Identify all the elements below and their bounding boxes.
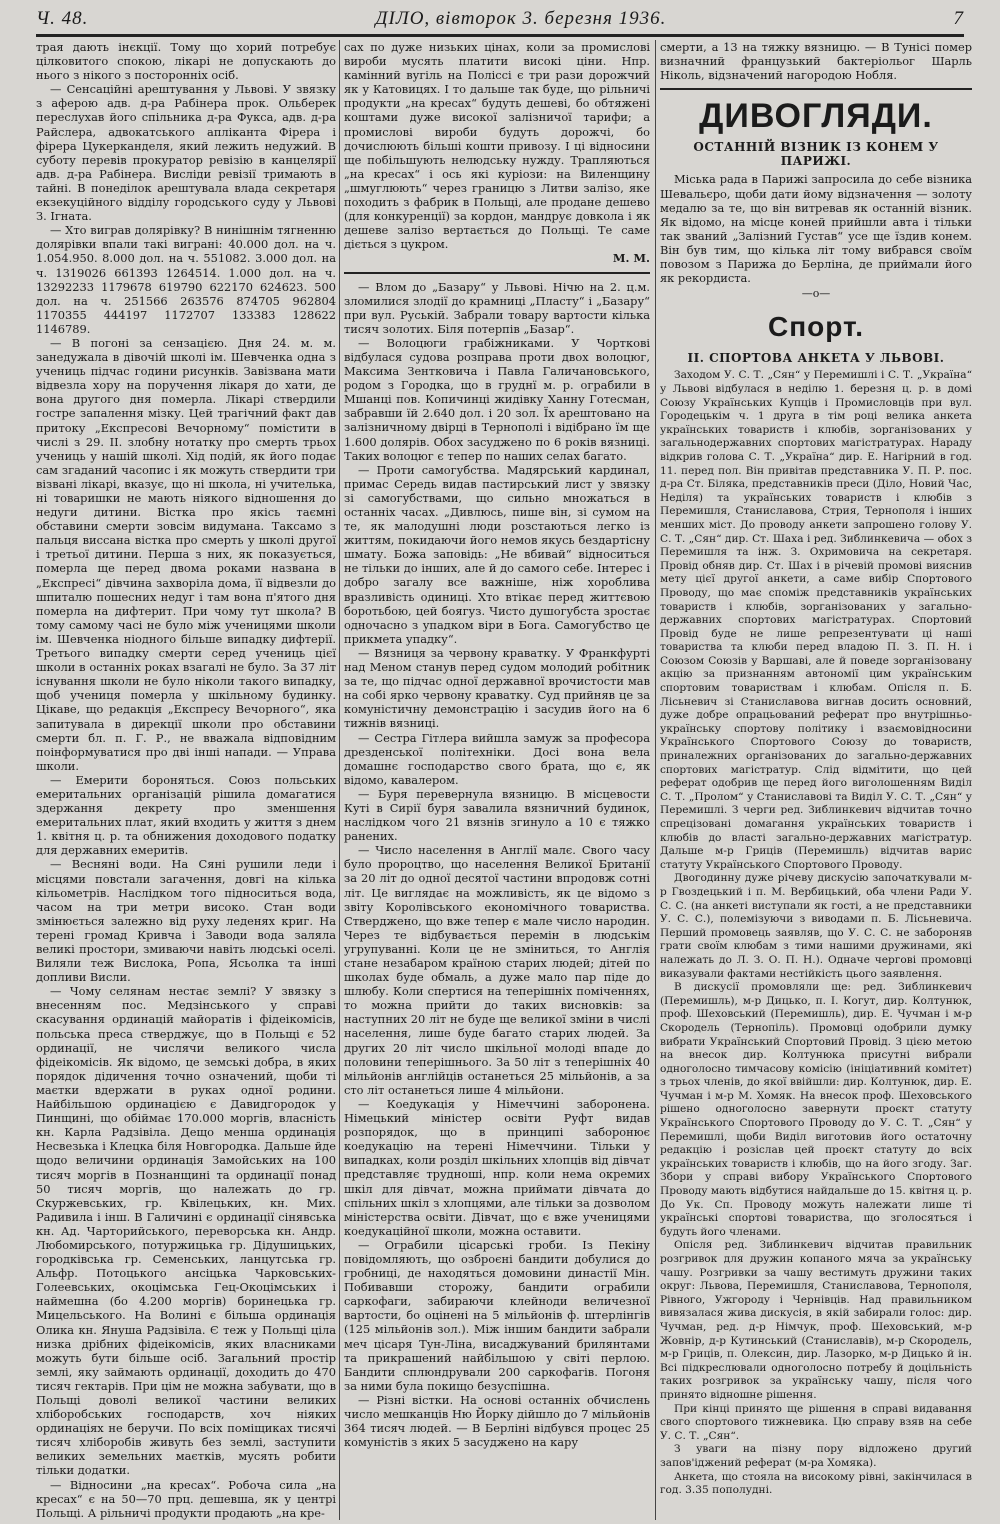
sport-paragraph: Заходом У. С. Т. „Сян“ у Перемишлі і С. Т. „Україна“ у Львові відбулася в неділю 1. березня ц. р. в домі Союзу Українських Купців і Промисловців при вул. Городецькім ч. 1 друга в тім році велика анкета українських товариств і клюбів, зорганізованих у загальнодержавних спортових магістратурах. Нараду відкрив голова С. Т. „Україна“ дир. Е. Нагірний в год. 11. перед пол. Він привітав представника У. П. Р. пос. д-ра Ст. Біляка, представників преси (Діло, Новий Час, Неділя) та українських товариств і клюбів з Перемишля, Станиславова, Стрия, Тернополя і інших менших міст. До проводу анкети запрошено голову У. С. Т. „Сян“ дир. Ст. Шаха і ред. Зиблинкевича — обох з Перемишля та інж. З. Охримовича на секретаря. Провід обняв дир. Ст. Шах і в річевій промові вияснив мету цієї другої анкети, а саме вибір Спортового Проводу, що має споміж представників українських товариств і клюбів, зорганізованих у загально-державних спортових магістратурах. Спортовий Провід буде не лише репрезентувати ці наші товариства та клюби перед владою П. З. П. Н. і Союзом Союзів у Варшаві, але й поведе зорганізовану акцію за признанням автономії цим українським спортовим товариствам і клюбам. Опісля п. Б. Лісьневич зі Станиславова вигнав досить основний, дуже добре опрацьований реферат про внутрішньо-українську спортову політику і взаємовідносини Українського Спортового Союзу до товариств, приналежних організованих до загально-державних спортових магістратур. Слід відмітити, що цей реферат одобрив ще перед його виголошенням Виділ С. Т. „Пролом“ у Станиславові та Виділ У. С. Т. „Сян“ у Перемишлі. З черги ред. Зиблинкевич відчитав точно спрецізовані домагання українських товариств і клюбів до власті загально-державних магістратур. Дальше м-р Гриців (Перемишль) відчитав варис статуту Українського Спортового Проводу. [660,369,972,871]
column-2 [344,40,650,1520]
masthead [36,4,964,37]
article-paragraph: — Весняні води. На Сяні рушили леди і місцями повстали загачення, довгі на кілька кільометрів. Наслідком того підноситься вода, часом на три метри високо. Стан води змінюється залежно від руху леденях криг. На терені громад Кривча і Заводи вода заляла великі простори, змиваючи навіть людські оселі. Виляли теж Вислока, Ропа, Ясьолка та інші допливи Висли. [36,857,336,985]
article-paragraph: — Буря перевернула вязницю. В місцевости Куті в Сирії буря завалила вязничний будинок, наслідком чого 21 вязнів згинуло а 10 є тяжко ранених. [344,786,650,844]
curio-heading: ДИВОГЛЯДИ. [699,97,933,136]
article-paragraph: — В погоні за сензацією. Дня 24. м. м. занедужала в дівочій школі ім. Шевченка одна з учениць підчас години рисунків. Завізвана мати відвезла хору на поручення лікаря до хати, де вона другого дня померла. Лікарі ствердили гостре запалення мізку. Цей трагічний факт дав притоку „Експресові Вечорному“ помістити в числі з 29. ІІ. злобну нотатку про смерть трьох учениць у нашій школі. Хід подій, як його подає сам згаданий часопис і як можуть ствердити три візвані лікарі, вказує, що ні школа, ні учителька, ні товаришки не мають ніякого відношення до недуги дитини. Вістка про якісь таємні обставини смерти зовсім видумана. Таксамо з пальця виссана вістка про смерть у школі другої і третьої дитини. Перша з них, як показується, померла ще перед двома роками названа в „Експресі“ дівчина захворіла дома, її відвезли до шпиталю пошесних недуг і там вона п'ятого дня померла на дифтерит. При чому тут школа? В тому самому часі не було між ученицями школи ім. Шевченка ніодного більше випадку дифтерії. Третього випадку смерти серед учениць цієї школи в останніх роках взагалі не було. За 37 літ існування школи не було ніколи такого випадку, щоб учениця померла у шкільному будинку. Цікаве, що редакція „Експресу Вечорного“, яка запитувала в дирекції школи про обставини смерти бл. п. Г. Р., не вважала відповідним поінформуватися про дві інші напади. — Управа школи. [36,335,336,773]
article-paragraph: сах по дуже низьких цінах, коли за промислові вироби мусять платити високі ціни. Нпр. камінний вугіль на Поліссі є три рази дорожчий як у Катовицях. І то дальше так буде, що рільничі продукти „на кресах“ будуть дешеві, бо обтяжені коштами дуже високої залізничої тарифи; а промислові вироби будуть дорожчі, бо дочислюють більші кошти привозу. І ці відносини ще побільшують нелюдську нужду. Трапляються „на кресах“ і ось які куріози: на Виленщину „шмуглюють“ через границю з Литви залізо, яке походить з фабрик в Польщі, але продане дешево (для конкуренції) за кордон, мандрує довкола і як дешеве залізо вертається до Польщі. Те саме діється з цукром. [344,40,650,252]
article-paragraph: — Влом до „Базару“ у Львові. Нічю на 2. ц.м. зломилися злодії до крамниці „Пласту“ і „Базару“ при вул. Руській. Забрали товару вартости кілька тисяч золотих. Біля потерпів „Базар“. [344,279,650,336]
sport-subheading: II. СПОРТОВА АНКЕТА У ЛЬВОВІ. [687,351,945,366]
sport-paragraph: Опісля ред. Зиблинкевич відчитав правильник розгривок для дружин копаного мяча за українську чашу. Розгривки за чашу вестимуть дружини таких округ: Львова, Перемишля, Станиславова, Тернополя, Рівного, Ужгороду і Чернівців. Над правильником вивязалася жива дискусія, в якій забирали голос: дир. Чучман, ред. д-р Німчук, проф. Шеховський, м-р Жовнір, д-р Кутинський (Станиславів), м-р Скородель, м-р Гриців, п. Олексин, дир. Лазорко, м-р Дицько й ін. Всі підкреслювали одноголосно потребу й доцільність таких розгривок за українську чашу, після чого принято відношне рішення. [660,1239,972,1401]
article-paragraph: смерти, а 13 на тяжку вязницю. — В Тунісі помер визначний французький бактеріольог Шарль Ніколь, відзначений нагородою Нобля. [660,40,972,83]
article-paragraph: — Ограбили цісарські гроби. Із Пекіну повідомляють, що озброєні бандити добулися до гробниці, де находяться домовини династії Мін. Побивавши сторожу, бандити ограбили саркофаги, забираючи клейноди величезної вартости, бо оцінені на 5 мільйонів ф. штерлінгів (125 мільйонів зол.). Між іншим бандити забрали меч цісаря Тун-Ліна, висаджуваний брилянтами та прикрашений найбільшою у світі перлою. Бандити сплюндрували 200 саркофагів. Погоня за ними була покищо безуспішна. [344,1237,650,1393]
article-paragraph: — Волоцюги грабіжниками. У Чорткові відбулася судова розправа проти двох волоцюг, Максима Зентковича і Павла Галичановського, родом з Городка, що в груднї м. р. ограбили в Мшанці пов. Копичинці жидівку Ханну Готесман, забравши їй 2.640 дол. і 20 зол. Їх арештовано на залізничному двірці в Тернополі і відібрано їм ще 1.600 долярів. Обох засуджено по 6 років вязниці. Таких волоцюг є тепер по наших селах багато. [344,335,650,463]
sport-paragraph: З уваги на пізну пору вiдложено другий запов'іджений реферат (м-ра Хомяка). [660,1443,972,1469]
sport-paragraph: Двогодинну дуже річеву дискусію започаткували м-р Гвоздецький і п. М. Вербицький, оба члени Ради У. С. С. (на анкеті виступали як гості, а не представники У. С. С.), полемізуючи з виводами п. Б. Лісьневича. Перший промовець заявляв, що У. С. С. не забороняв грати своїм клюбам з тими нашими дружинами, які належать до Л. З. О. П. Н.). Одначе чергові промовці виказували фактами нестійкість цього заявлення. [660,872,972,980]
issue-number: Ч. 48. [36,8,89,29]
curio-subheading: ОСТАННІЙ ВІЗНИК ІЗ КОНЕМ У ПАРИЖІ. [693,140,939,169]
column-divider [339,40,340,1520]
article-paragraph: — Відносини „на кресах“. Робоча сила „на кресах“ є на 50—70 прц. дешевша, як у центрі Польщі. А рільничі продукти продають „на кре- [36,1477,336,1520]
article-divider [344,272,650,274]
column-divider [655,40,656,1520]
separator: —о— [801,287,831,301]
article-paragraph: трая дають інєкції. Тому що хорий потребує цілковитого спокою, лікарі не допускають до нього з нікого з посторонніх осіб. [36,40,336,83]
article-signature: М. М. [612,251,650,266]
article-paragraph: — Емерити бороняться. Союз польських емеритальних організацій рішила домагатися здержання декрету про зменшення емеритальних плат, який входить у життя з днем 1. квітня ц. р. та обнижения доходового податку для державних емеритів. [36,772,336,858]
newspaper-title: ДІЛО, вівторок 3. березня 1936. [375,8,667,29]
column-3 [660,40,972,1520]
article-paragraph: — Сестра Гітлера вийшла замуж за професора дрезденської політехніки. Досі вона вела домашнє господарство свого брата, що є, як відомо, кавалером. [344,730,650,787]
section-divider [660,88,972,90]
sport-heading: Спорт. [767,311,864,343]
article-paragraph: — Різні вістки. На основі останніх обчислень число мешканців Ню Йорку дійшло до 7 мільйонів 364 тисяч людей. — В Берліні відбувся процес 25 комуністів з яких 5 засуджено на кару [344,1392,650,1450]
article-paragraph: — Чому селянам нестає землі? У звязку з внесенням пос. Медзінського у справі скасування ординацій майоратів і фідеікомісів, польська преса стверджує, що в Польщі є 52 ординації, не числячи великого числа фідеікомісів. Як відомо, це земські добра, в яких порядок дідичення точно означений, щоби ті маєтки вдержати в руках одної родини. Найбільшою ординацією є Давидгородок у Пинщині, що обіймає 170.000 моргів, власність кн. Карла Радзівіла. Дещо менша ординація Несвезька і Клецка біля Новгородка. Дальше йде щодо величини ординація Замойських на 100 тисяч моргів в Познанщині та ординації понад 50 тисяч моргів, що належать до гр. Скуржевських, гр. Квілецьких, кн. Мих. Радивила і інш. В Галичині є ординації сінявська кн. Ад. Чарторийського, переворська кн. Андр. Любомирського, потуржицька гр. Дідушицьких, городківська гр. Семенських, ланцутська гр. Альфр. Потоцького ансіцька Чарковських-Голеевських, окоцімська Гец-Окоцімських і наймешна (бо 4.200 моргів) боринецька гр. Мицельського. На Волині є більша ординація Олика кн. Януша Радзівіла. Є теж у Польщі ціла низка дрібних фідеікомісів, яких власниками можуть бути більше осіб. Загальний простір землі, яку займають ординації, доходить до 470 тисяч гектарів. При цім не можна забувати, що в Польщі доволі великої частини великих хліборобських господарств, хоч ніяких ординаціях не беручи. По всіх поміщиках тисячі тисяч хліборобів живуть без землі, заступити великих земельних маєтків, мусять робити тільки додатки. [36,984,336,1478]
curio-text: Міська рада в Парижі запросила до себе візника Шевальєро, щоби дати йому відзначення — золоту медалю за те, що він витревав як останній візник. Як відомо, на місце коней прийшли авта і тільки так званий „Залізний Густав“ усе ще їздив конем. Він був тим, що кілька літ тому вибрався своїм повозом з Парижа до Берліна, де приймали його як рекордиста. [660,172,972,286]
page-number: 7 [953,8,964,29]
article-paragraph: — Проти самогубства. Мадярський кардинал, примас Середь видав пастирський лист у звязку зі самогубствами, що сильно множаться в останніх часах. „Дивлюсь, пише він, зі сумом на те, як малодушні люди розстаються легко із життям, покидаючи його немов якусь бездартісну шмату. Божа заповідь: „Не вбивай“ відноситься не тільки до інших, але й до самого себе. Інтерес і добро загалу все важніше, ніж хоробливa вразливість одиниці. Хто втікає перед життєвою боротьбою, цей боягуз. Чисто душогубста зростає одночасно з упадком віри в Бога. Самогубство це прикмета упадку“. [344,462,650,646]
article-paragraph: — Вязниця за червону краватку. У Франкфурті над Меном станув перед судом молодий робітник за те, що підчас одної державної врочистости мав на собі ярко червону краватку. Суд прийняв це за комуністичну демонстрацію і засудив його на 6 тижнів вязниці. [344,645,650,731]
sport-paragraph: Анкета, що стояла на високому рівні, закінчилася в год. 3.35 пополудні. [660,1470,972,1497]
column-1 [36,40,336,1520]
article-paragraph: — Коедукація у Німеччині заборонена. Німецький міністер освіти Руфт видав розпорядок, що в принципі заборонює коедукацію на терені Німеччини. Тільки у випадках, коли розділ шкільних хлопців від дівчат представляє трудноші, нпр. коли нема окремих шкіл для дівчат, можна приймати дівчата до спільних шкіл з хлопцями, але тільки за дозволом міністерства освіти. Дівчат, що є вже ученицями коедукаційної школи, можна оставити. [344,1096,650,1238]
sport-paragraph: В дискусії промовляли ще: ред. Зиблинкевич (Перемишль), м-р Дицько, п. І. Когут, дир. Колтунюк, проф. Шеховський (Перемишль), дир. Е. Чучман і м-р Скородель (Тернопіль). Промовці одобрили думку вибрати Український Спортовий Провід. З цією метою на внесок дир. Колтунюка присутні вибрали одноголосно тимчасову комісію (ініціативний комітет) з трьох членів, до якої ввійшли: дир. Колтунюк, дир. Е. Чучман і м-р М. Хомяк. На внесок проф. Шеховського рішено одноголосно завернути проєкт статуту Українського Спортового Проводу до У. С. Т. „Сян“ у Перемишлі, щоби Виділ виготовив його остаточну редакцію і розіслав цей проєкт статуту до всіх українських товариств і клюбів, що на його згоду. Заг. Збори у справі вибору Українського Спортового Проводу мають відбутися найдальше до 15. квітня ц. р. До Ук. Сп. Проводу можуть належати лише ті українські спортові товариства, що зголосяться і будуть його членами. [660,981,972,1238]
article-paragraph: — Число населення в Англії малє. Свого часу було пророцтво, що населення Великої Британії за 20 літ до одної десятої частини впродовж сотні літ. Це виглядає на можливість, як це відомо з звіту Королівського економічного товариства. Ствердженo, що вже тепер є мале число народин. Через те відбувається перемін в людськім угрупуванні. Коли це не зміниться, то Англія стане незабаром країною старих людей; дітей по школах буде обмаль, а дуже мало пар піде до шлюбу. Коли спертися на теперішніх поміченнях, то можна прийти до таких висновків: за наступних 20 літ не буде ще великої зміни в числі населення, лише буде багато старих людей. За других 20 літ число шкільної молоді впаде до половини теперішнього. За 50 літ з теперішніх 40 мільйонів англійців останеться 25 мільйонів, а за сто літ останеться лише 4 мільйони. [344,843,650,1097]
article-paragraph: — Хто виграв долярівку? В нинішнім тягненню долярівки впали такі виграні: 40.000 дол. на ч. 1.054.950. 8.000 дол. на ч. 551082. 3.000 дол. на ч. 1319026 661393 1264514. 1.000 дол. на ч. 13292233 1179678 619790 622170 624623. 500 дол. на ч. 251566 263576 874705 962804 1170355 444197 1172707 133383 128622 1146789. [36,223,336,336]
article-paragraph: — Сенсаційні арештування у Львові. У звязку з аферою адв. д-ра Рабінера прок. Ольберек переслухав його спільника д-ра Фукса, адв. д-ра Райслера, адвокатського апліканта Фірера і фірера Цукерканделя, який лежить недужий. В суботу перевів прокуратор ревізію в канцелярії адв. д-ра Рабінера. Висліди ревізії тримають в тайні. В понеділок арештувала влада секретаря екзекуційного відділу городського суду у Львові З. Ігната. [36,82,336,224]
sport-paragraph: При кінці принято ще рішення в справі видавання свого спортового тижневика. Цю справу взяв на себе У. С. Т. „Сян“. [660,1402,972,1442]
